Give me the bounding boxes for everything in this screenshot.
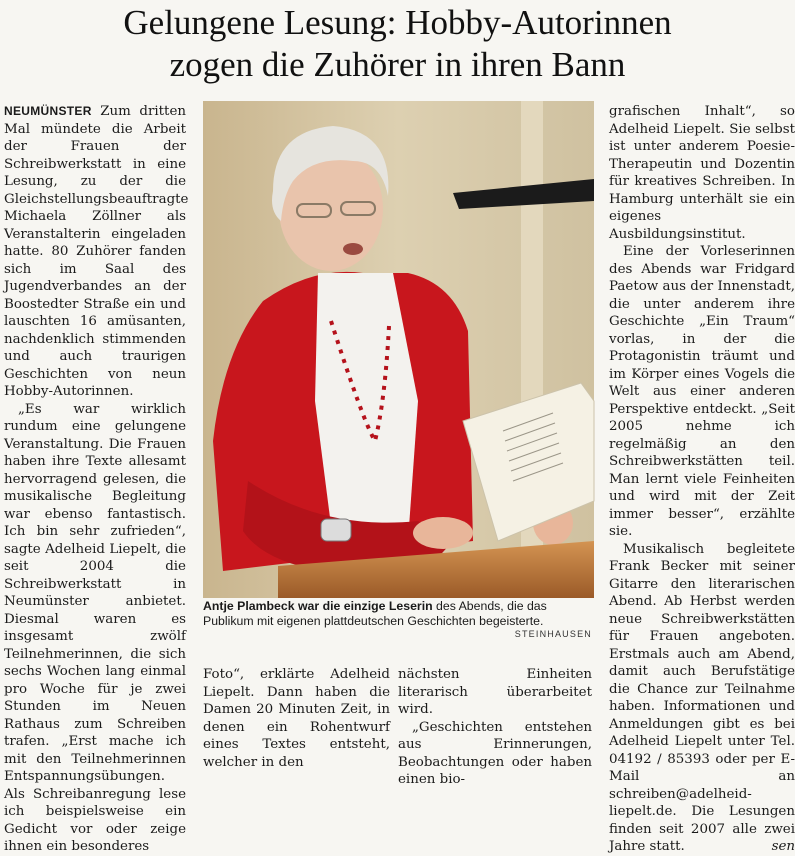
paragraph-text: Musikalisch begleitete Frank Becker mit seiner Gitarre den literarischen Abend. Ab Herbst werden neue Schreibwerkstätten für Frauen angeboten. Erstmals auch am Abend, damit auch Berufstätige die Chance zur Teilnahme haben. Informationen und Anmeldungen gibt es bei Adelheid Liepelt unter Tel. 04192 / 85393 oder per E-Mail an schreiben@adelheid-liepelt.de. Die Lesungen finden seit 2007 alle zwei Jahre statt. bbox=[609, 541, 795, 854]
photo-credit: STEINHAUSEN bbox=[514, 629, 592, 639]
article-column-3 bbox=[398, 666, 592, 787]
caption-text: des Abends, die das Publikum mit eigenen plattdeutschen Geschichten begeisterte. bbox=[203, 599, 547, 628]
headline bbox=[0, 2, 795, 86]
article-photo bbox=[203, 101, 594, 598]
paragraph bbox=[4, 103, 189, 401]
author-tag: sen bbox=[771, 839, 795, 854]
article-column-4 bbox=[609, 103, 795, 854]
photo-caption bbox=[203, 599, 595, 629]
headline-line-2: zogen die Zuhörer in ihren Bann bbox=[169, 45, 626, 84]
paragraph bbox=[609, 541, 795, 856]
paragraph: „Geschichten entstehen aus Erinnerungen, Beobachtungen oder haben einen bio- bbox=[398, 719, 592, 787]
paragraph: Foto“, erklärte Adelheid Liepelt. Dann haben die Damen 20 Minuten Zeit, in denen ein Rohentwurf eines Textes entsteht, welcher in den bbox=[203, 667, 390, 770]
paragraph: „Es war wirklich rundum eine gelungene Veranstaltung. Die Frauen haben ihre Texte allesamt hervorragend gelesen, die musikalische Begleitung war ebenso fantastisch. Ich bin sehr zufrieden“, sagte Adelheid Liepelt, die seit 2004 die Schreibwerkstatt in Neumünster anbietet. Diesmal waren es insgesamt zwölf Teilnehmerinnen, die sich sechs Wochen lang einmal pro Woche für je zwei Stunden im Neuen Rathaus zum Schreiben trafen. „Erst mache ich mit den Teilnehmerinnen Entspannungsübungen. Als Schreibanregung lese ich beispielsweise ein Gedicht vor oder zeige ihnen ein besonderes bbox=[4, 401, 186, 854]
article-column-2 bbox=[203, 666, 390, 770]
photo-illustration bbox=[203, 101, 594, 598]
paragraph: nächsten Einheiten literarisch überarbeitet wird. bbox=[398, 667, 592, 717]
headline-line-1: Gelungene Lesung: Hobby-Autorinnen bbox=[123, 3, 672, 42]
article-column-1 bbox=[4, 103, 189, 854]
dateline: NEUMÜNSTER bbox=[4, 104, 92, 118]
caption-lead: Antje Plambeck war die einzige Leserin bbox=[203, 599, 433, 613]
paragraph: Eine der Vorleserinnen des Abends war Fridgard Paetow aus der Innenstadt, die unter anderem ihre Geschichte „Ein Traum“ vorlas, in der die Protagonistin träumt und im Körper eines Vogels die Welt aus einer anderen Perspektive entdeckt. „Seit 2005 nehme ich regelmäßig an den Schreibwerkstätten teil. Man lernt viele Feinheiten und wird mit der Zeit immer besser“, erzählte sie. bbox=[609, 244, 795, 539]
paragraph: grafischen Inhalt“, so Adelheid Liepelt. Sie selbst ist unter anderem Poesie-Therapeutin und Dozentin für kreatives Schreiben. In Hamburg unterhält sie ein eigenes Ausbildungsinstitut. bbox=[609, 104, 795, 242]
paragraph-text: Zum dritten Mal mündete die Arbeit der Frauen der Schreibwerkstatt in eine Lesung, zu der die Gleichstellungsbeauftragte Michaela Zöllner als Veranstalterin eingeladen hatte. 80 Zuhörer fanden sich im Saal des Jugendverbandes an der Boostedter Straße ein und lauschten 16 amüsanten, nachdenklich stimmenden und auch traurigen Geschichten von neun Hobby-Autorinnen. bbox=[4, 104, 189, 399]
